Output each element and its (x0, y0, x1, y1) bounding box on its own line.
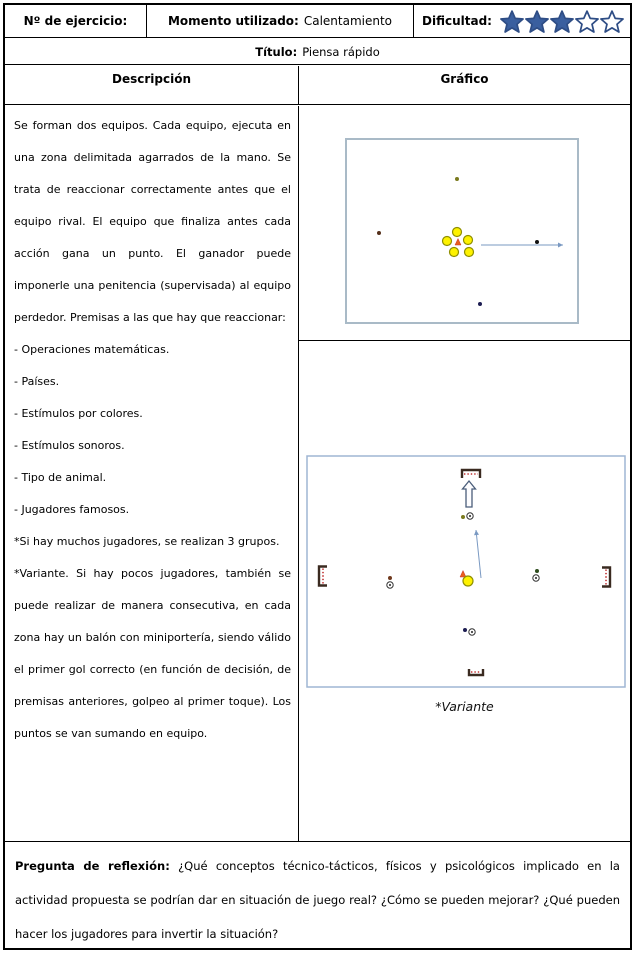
graphic-column (299, 106, 630, 841)
difficulty-cell (414, 5, 630, 37)
mini-cone-marker (460, 571, 466, 578)
cone-marker (450, 248, 459, 257)
description-paragraph: - Jugadores famosos. (14, 503, 130, 516)
mini-goal-icon (462, 470, 480, 478)
description-paragraph: - Estímulos por colores. (14, 407, 143, 420)
difficulty-label: Dificultad: (422, 14, 492, 28)
cone-marker (453, 228, 462, 237)
variant-caption: *Variante (435, 699, 494, 714)
soccer-ball-icon (387, 582, 393, 588)
star-filled-icon (500, 10, 524, 33)
cone-marker (463, 576, 473, 586)
player-marker (388, 576, 392, 580)
reflection-row (5, 843, 630, 948)
mini-goal-icon (602, 568, 610, 587)
description-column-header: Descripción (5, 66, 299, 104)
reflection-label: Pregunta de reflexión: (15, 859, 170, 873)
description-paragraph: - Estímulos sonoros. (14, 439, 125, 452)
exercise-number-cell (5, 5, 147, 37)
player-marker (455, 177, 459, 181)
star-filled-icon (550, 10, 574, 33)
star-filled-icon (525, 10, 549, 33)
direction-arrow (463, 481, 476, 507)
content-row (5, 106, 630, 842)
diagram-variant (299, 341, 630, 841)
soccer-ball-icon (533, 575, 539, 581)
graphic-column-header: Gráfico (440, 72, 489, 86)
diagram-variant-svg (299, 341, 630, 842)
diagram-zones-svg (299, 106, 630, 340)
header-row (5, 5, 630, 38)
moment-cell (147, 5, 414, 37)
description-paragraph: - Tipo de animal. (14, 471, 107, 484)
cone-marker (465, 248, 474, 257)
soccer-ball-icon (467, 513, 473, 519)
movement-arrow (481, 243, 563, 248)
moment-label: Momento utilizado: (167, 14, 299, 28)
description-text (5, 106, 299, 841)
page-title: Piensa rápido (302, 44, 380, 59)
column-headers-row (5, 66, 630, 105)
reflection-text: ¿Qué conceptos técnico-tácticos, físicos y psicológicos implicado en la actividad propuesta se podrían dar en situación de juego real? ¿Cómo se pueden mejorar? ¿Qué pueden hacer los jugadores para invertir la situación? (15, 859, 620, 941)
exercise-sheet (3, 3, 632, 950)
mini-goal-icon (319, 567, 327, 586)
exercise-number-label: Nº de ejercicio: (23, 14, 128, 28)
star-empty-icon (575, 10, 599, 33)
description-paragraph: *Variante. Si hay pocos jugadores, también se puede realizar de manera consecutiva, en cada zona hay un balón con miniportería, siendo válido el primer gol correcto (en función de decisión, de premisas anteriores, golpeo al primer toque). Los puntos se van sumando en equipo. (14, 567, 291, 740)
description-paragraph: - Operaciones matemáticas. (14, 343, 170, 356)
player-marker (535, 569, 539, 573)
moment-value: Calentamiento (303, 14, 393, 28)
soccer-ball-icon (469, 629, 475, 635)
description-paragraph: *Si hay muchos jugadores, se realizan 3 grupos. (14, 535, 280, 548)
mini-cone-marker (455, 239, 461, 246)
description-paragraph: - Países. (14, 375, 60, 388)
description-paragraph: Se forman dos equipos. Cada equipo, ejecuta en una zona delimitada agarrados de la mano. Se trata de reaccionar correctamente antes que el equipo rival. El equipo que finaliza antes cada acción gana un punto. El ganador puede imponerle una penitencia (supervisada) al equipo perdedor. Premisas a las que hay que reaccionar: (14, 119, 291, 324)
title-label: Título: (255, 44, 298, 59)
player-marker (535, 240, 539, 244)
title-row (5, 39, 630, 65)
cone-marker (443, 237, 452, 246)
player-marker (463, 628, 467, 632)
star-empty-icon (600, 10, 624, 33)
movement-arrow (474, 530, 481, 578)
player-marker (478, 302, 482, 306)
player-marker (377, 231, 381, 235)
cone-marker (464, 236, 473, 245)
diagram-zones (299, 106, 630, 341)
mini-goal-icon (469, 669, 483, 675)
difficulty-stars (500, 10, 625, 33)
player-marker (461, 515, 465, 519)
